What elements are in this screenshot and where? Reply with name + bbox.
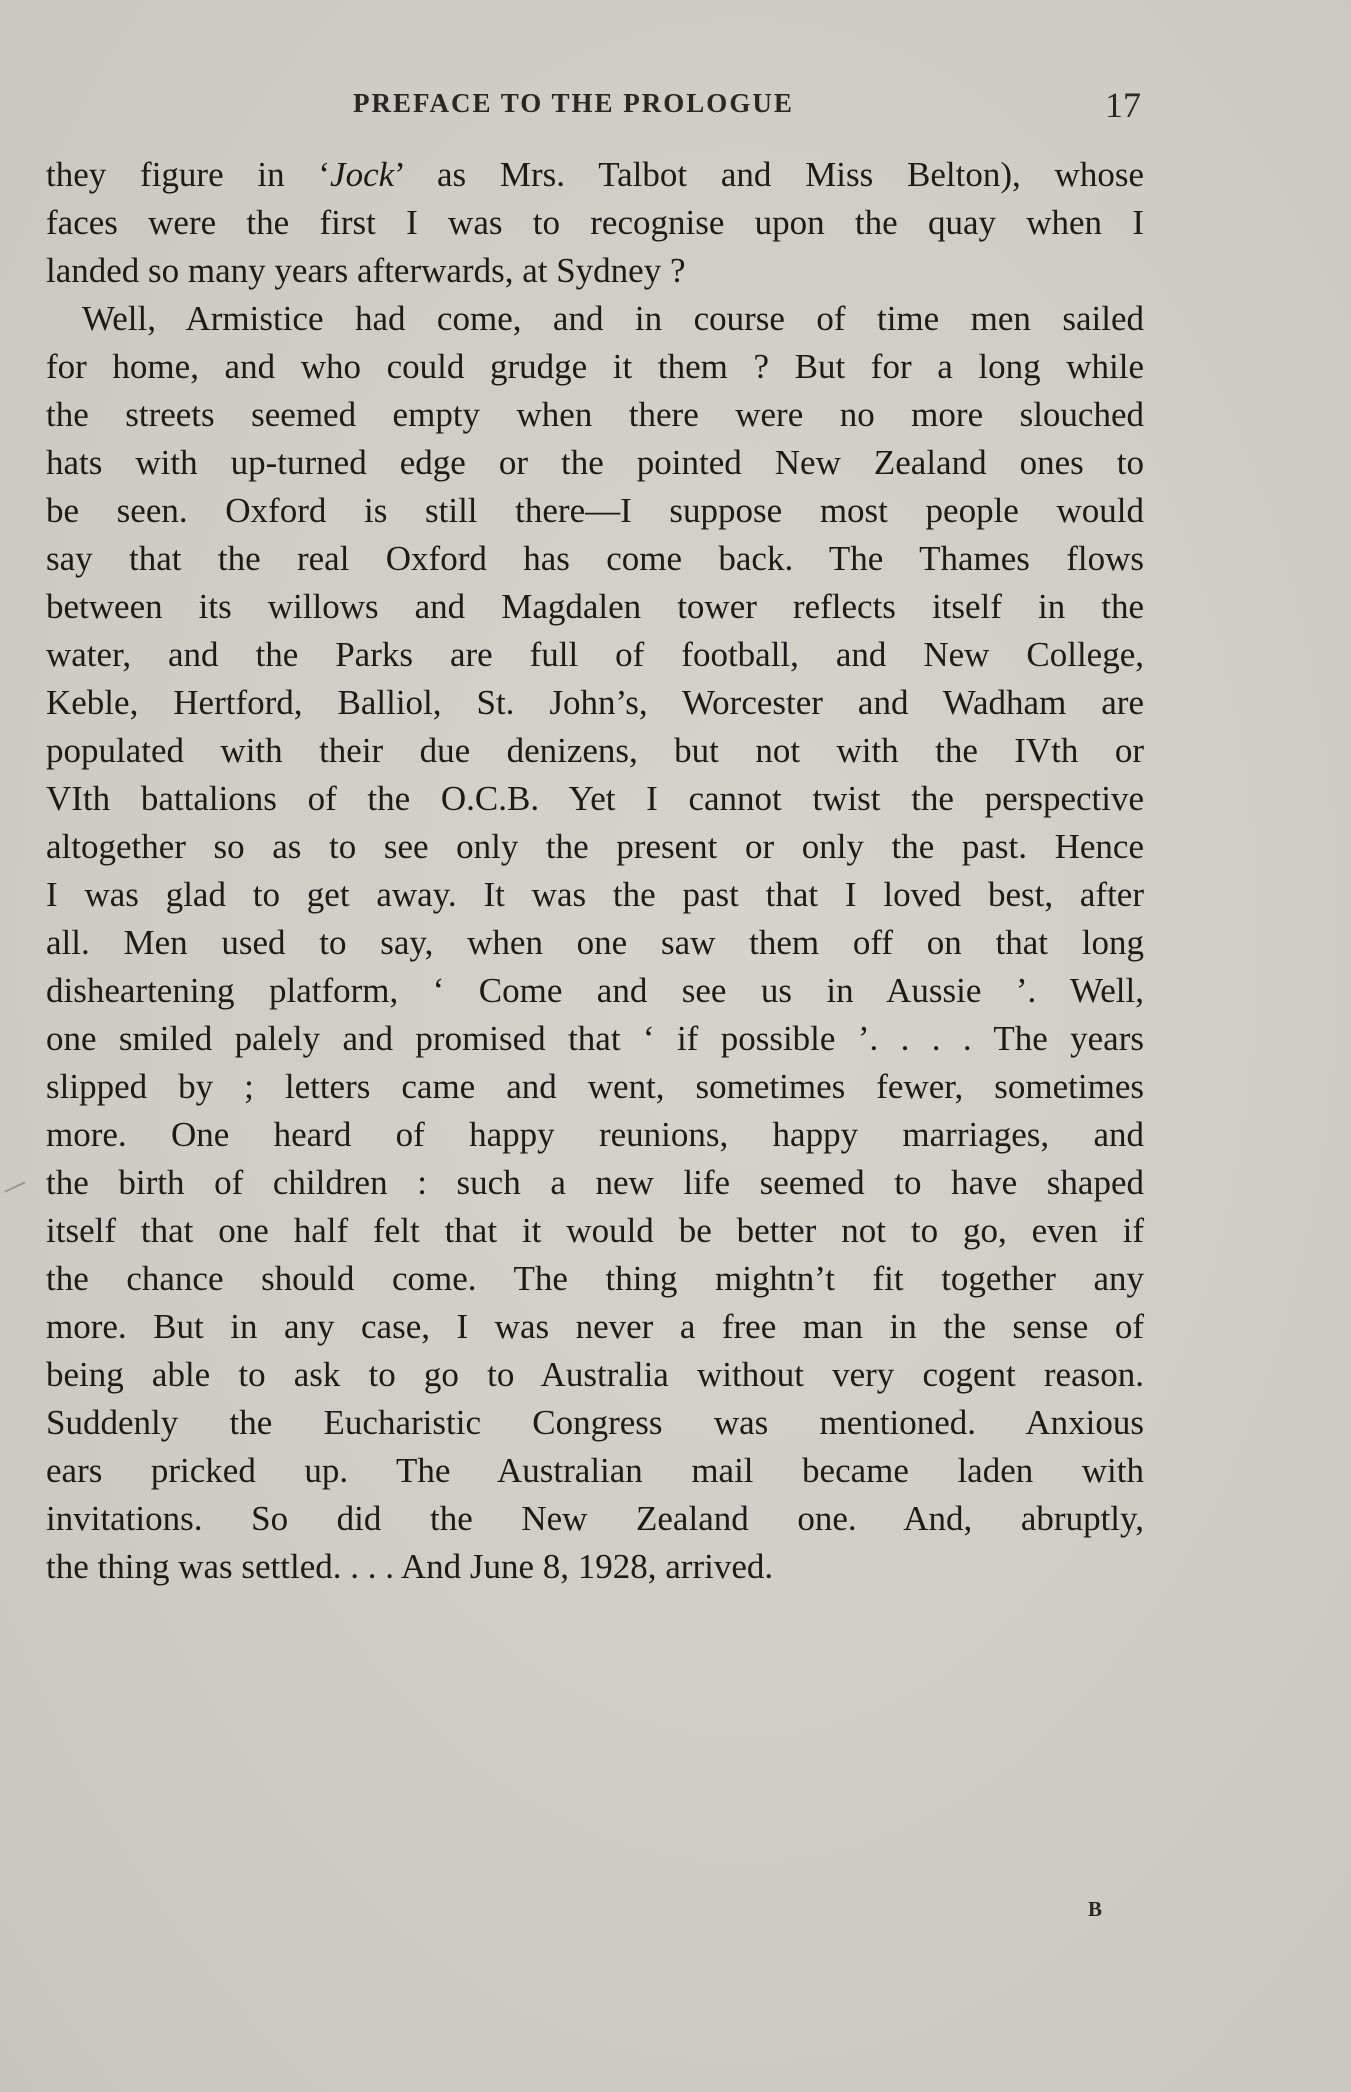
text-line: be seen. Oxford is still there—I suppose most people would xyxy=(46,491,1144,530)
text-line xyxy=(46,151,1144,199)
text-line: invitations. So did the New Zealand one. And, abruptly, xyxy=(46,1499,1144,1538)
text-line: Keble, Hertford, Balliol, St. John’s, Worcester and Wadham are xyxy=(46,683,1144,722)
signature-mark: B xyxy=(1088,1897,1103,1921)
text-line: populated with their due denizens, but not with the IVth or xyxy=(46,731,1144,770)
text-segment: ’ as Mrs. Talbot and Miss Belton), whose xyxy=(394,155,1144,194)
text-line: being able to ask to go to Australia without very cogent reason. xyxy=(46,1355,1144,1394)
text-line: I was glad to get away. It was the past that I loved best, after xyxy=(46,875,1144,914)
text-line: Suddenly the Eucharistic Congress was mentioned. Anxious xyxy=(46,1403,1144,1442)
text-line: for home, and who could grudge it them ? But for a long while xyxy=(46,347,1144,386)
italic-title-jock: Jock xyxy=(330,155,395,194)
text-line: disheartening platform, ‘ Come and see us in Aussie ’. Well, xyxy=(46,971,1144,1010)
text-line: hats with up-turned edge or the pointed New Zealand ones to xyxy=(46,443,1144,482)
body-text xyxy=(46,151,1144,1591)
paragraph-start-line: Well, Armistice had come, and in course of time men sailed xyxy=(82,299,1144,338)
text-line: the chance should come. The thing mightn’t fit together any xyxy=(46,1259,1144,1298)
text-line: itself that one half felt that it would be better not to go, even if xyxy=(46,1211,1144,1250)
text-line: say that the real Oxford has come back. The Thames flows xyxy=(46,539,1144,578)
text-line: water, and the Parks are full of football, and New College, xyxy=(46,635,1144,674)
text-line: the birth of children : such a new life seemed to have shaped xyxy=(46,1163,1144,1202)
running-title: PREFACE TO THE PROLOGUE xyxy=(353,88,794,118)
text-line: more. But in any case, I was never a free man in the sense of xyxy=(46,1307,1144,1346)
text-line: the streets seemed empty when there were no more slouched xyxy=(46,395,1144,434)
text-line: faces were the first I was to recognise upon the quay when I xyxy=(46,203,1144,242)
text-line: altogether so as to see only the present or only the past. Hence xyxy=(46,827,1144,866)
text-line: ears pricked up. The Australian mail became laden with xyxy=(46,1451,1144,1490)
text-line: between its willows and Magdalen tower reflects itself in the xyxy=(46,587,1144,626)
text-line: more. One heard of happy reunions, happy marriages, and xyxy=(46,1115,1144,1154)
text-line: the thing was settled. . . . And June 8, 1928, arrived. xyxy=(46,1547,774,1586)
margin-mark xyxy=(5,1181,26,1192)
text-line: slipped by ; letters came and went, sometimes fewer, sometimes xyxy=(46,1067,1144,1106)
text-line: one smiled palely and promised that ‘ if possible ’. . . . The years xyxy=(46,1019,1144,1058)
text-line: all. Men used to say, when one saw them off on that long xyxy=(46,923,1144,962)
page-number: 17 xyxy=(1105,85,1141,125)
text-line: landed so many years afterwards, at Sydney ? xyxy=(46,251,686,290)
text-line: VIth battalions of the O.C.B. Yet I cannot twist the perspective xyxy=(46,779,1144,818)
text-segment: they figure in ‘ xyxy=(46,155,331,194)
